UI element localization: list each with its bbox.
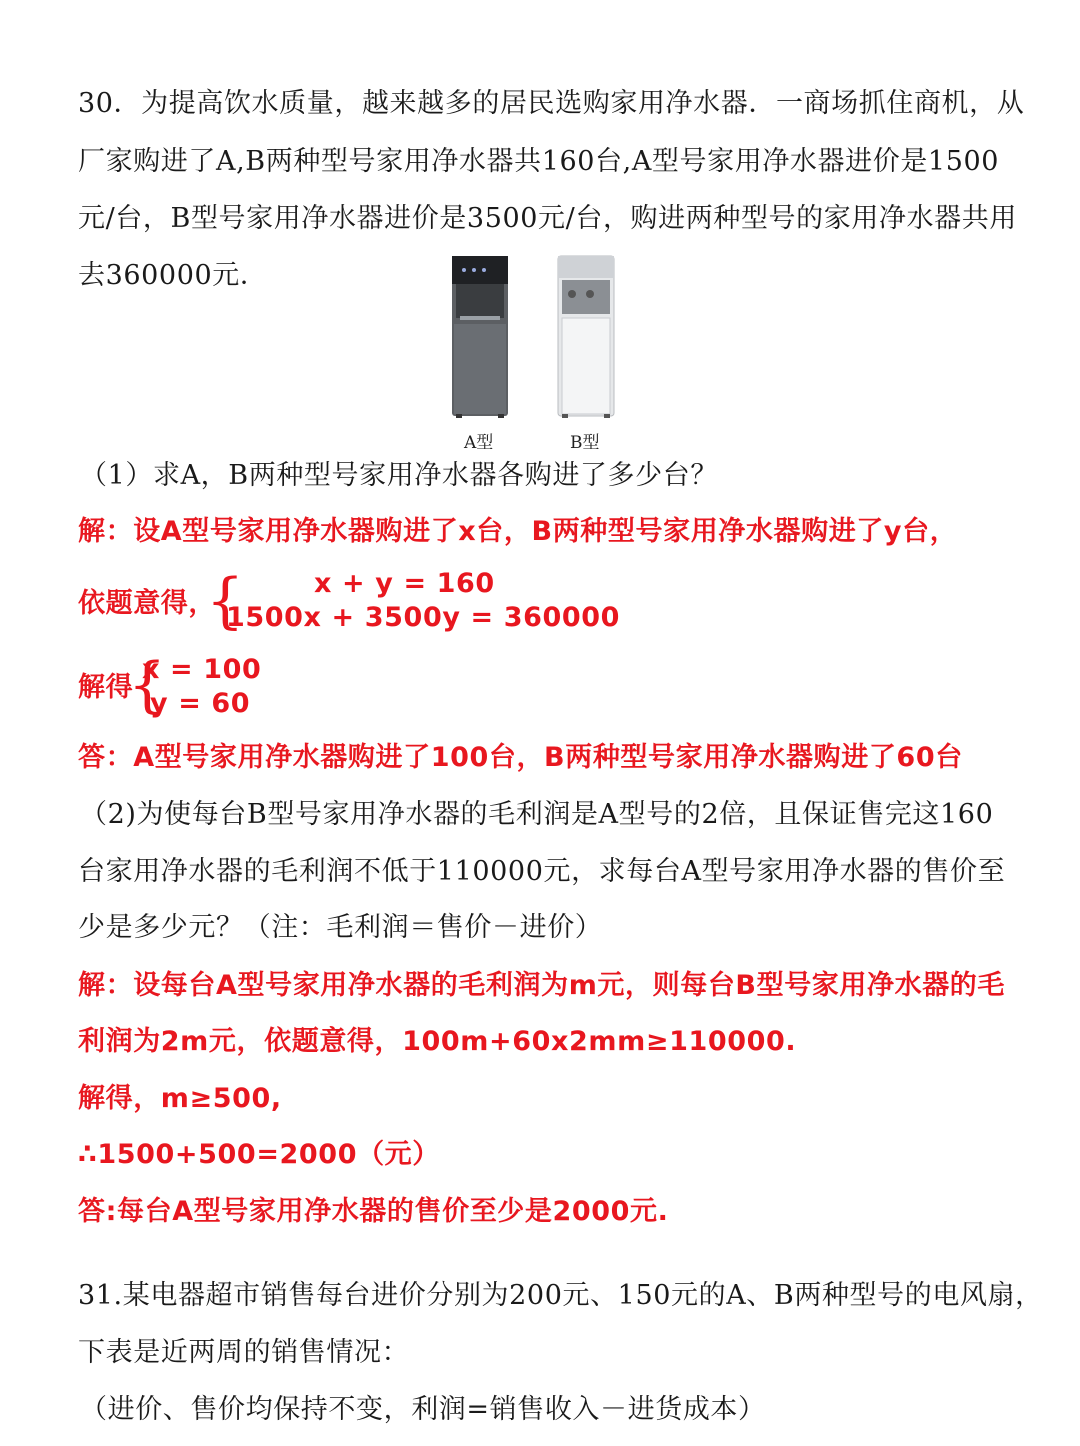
- equation-2b: y = 60: [150, 688, 251, 719]
- equation-2a: x = 100: [142, 654, 262, 685]
- q30-part2-line3: 少是多少元？（注：毛利润＝售价－进价）: [78, 912, 603, 943]
- q30-solution1-label: 依题意得，: [78, 588, 216, 619]
- q30-solution2-line3: 解得，m≥500,: [78, 1083, 282, 1114]
- q30-text-line-2: 厂家购进了A,B两种型号家用净水器共160台,A型号家用净水器进价是1500: [78, 146, 1000, 177]
- q31-text-line-2: 下表是近两周的销售情况：: [78, 1337, 410, 1368]
- q30-solved-label: 解得: [78, 672, 134, 703]
- caption-a-type: A型: [464, 433, 494, 453]
- q30-text-line-3: 元/台，B型号家用净水器进价是3500元/台，购进两种型号的家用净水器共用: [78, 203, 1017, 234]
- equation-1b: 1500x + 3500y = 360000: [226, 602, 621, 633]
- water-purifier-image: [440, 248, 630, 428]
- q30-part1: （1）求A，B两种型号家用净水器各购进了多少台？: [80, 460, 718, 491]
- water-purifier-figure: [440, 248, 630, 454]
- q30-solution2-line2: 利润为2m元，依题意得，100m+60x2mm≥110000.: [78, 1026, 797, 1057]
- equation-1a: x + y = 160: [314, 568, 495, 599]
- q30-part2-line1: （2)为使每台B型号家用净水器的毛利润是A型号的2倍，且保证售完这160: [80, 799, 994, 830]
- q30-answer1: 答：A型号家用净水器购进了100台，B两种型号家用净水器购进了60台: [78, 742, 963, 773]
- q30-text-line-1: 30．为提高饮水质量，越来越多的居民选购家用净水器．一商场抓住商机，从: [78, 88, 1025, 119]
- q30-text-line-4: 去360000元．: [78, 260, 268, 291]
- q30-part2-line2: 台家用净水器的毛利润不低于110000元，求每台A型号家用净水器的售价至: [78, 856, 1006, 887]
- caption-b-type: B型: [570, 433, 600, 453]
- purifier-a-image: [452, 256, 508, 418]
- system-brace-2: {: [128, 650, 167, 720]
- purifier-b-image: [558, 256, 614, 418]
- q30-solution2-line4: ∴1500+500=2000（元）: [78, 1139, 440, 1170]
- q30-answer2: 答:每台A型号家用净水器的售价至少是2000元.: [78, 1196, 669, 1227]
- system-brace-1: {: [206, 566, 245, 636]
- q31-text-line-3: （进价、售价均保持不变，利润=销售收入－进货成本）: [80, 1394, 766, 1425]
- q30-solution1-line1: 解：设A型号家用净水器购进了x台，B两种型号家用净水器购进了y台，: [78, 516, 958, 547]
- q31-text-line-1: 31.某电器超市销售每台进价分别为200元、150元的A、B两种型号的电风扇，: [78, 1280, 1043, 1311]
- q30-solution2-line1: 解：设每台A型号家用净水器的毛利润为m元，则每台B型号家用净水器的毛: [78, 970, 1006, 1001]
